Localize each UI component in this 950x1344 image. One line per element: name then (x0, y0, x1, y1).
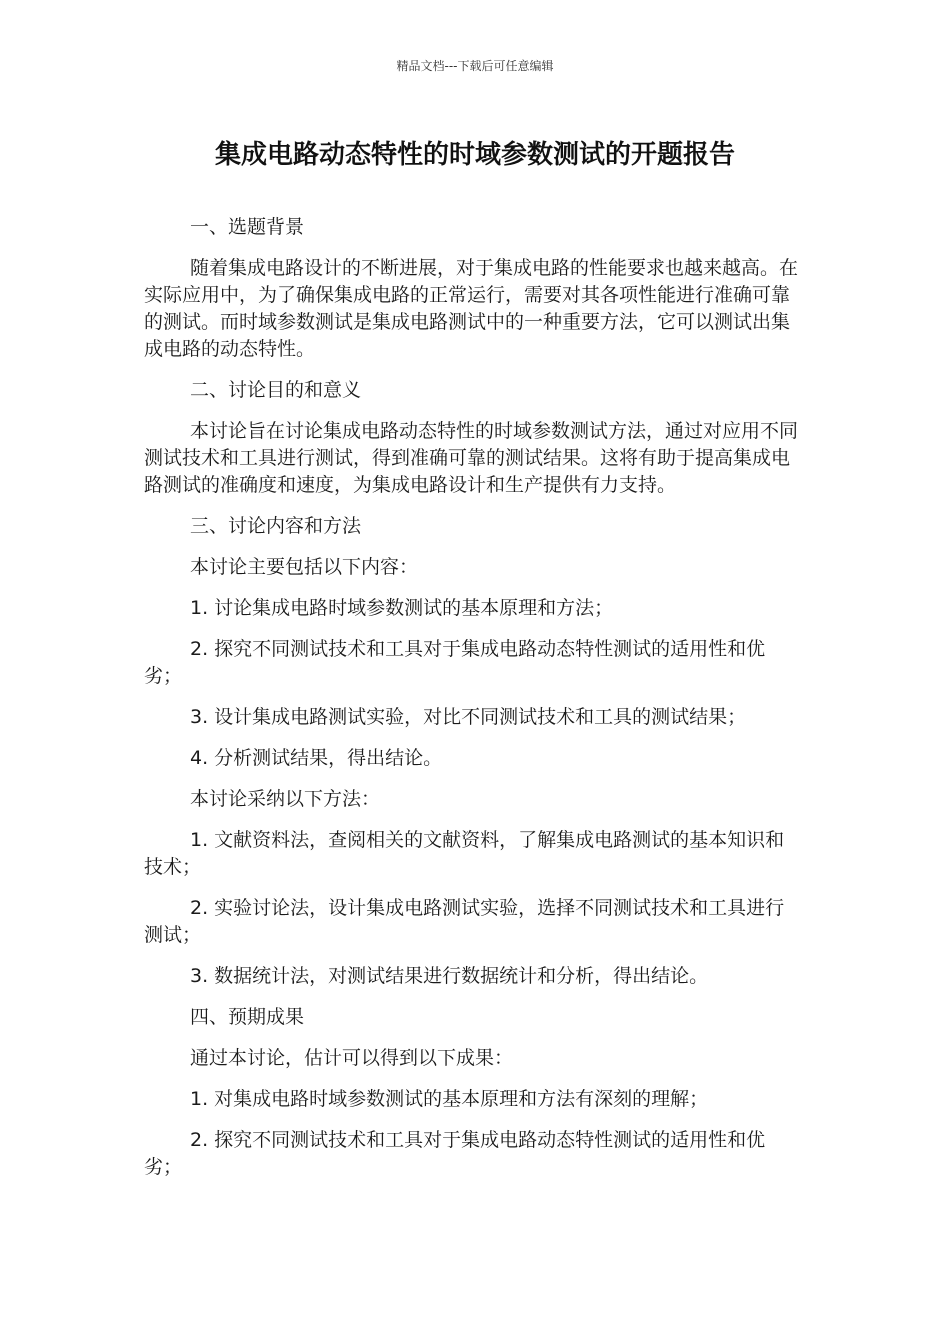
section-heading-content-method: 三、讨论内容和方法 (190, 515, 362, 537)
paragraph-method-intro: 本讨论采纳以下方法： (190, 788, 381, 810)
list-item: 3. 数据统计法，对测试结果进行数据统计和分析，得出结论。 (190, 965, 709, 987)
paragraph-background: 随着集成电路设计的不断进展，对于集成电路的性能要求也越来越高。在实际应用中，为了确保集成电路的正常运行，需要对其各项性能进行准确可靠的测试。而时域参数测试是集成电路测试中的一种重要方法，它可以测试出集成电路的动态特性。 (144, 257, 799, 360)
section-heading-background: 一、选题背景 (190, 216, 305, 238)
list-item: 1. 文献资料法，查阅相关的文献资料，了解集成电路测试的基本知识和技术； (144, 829, 785, 878)
list-item: 4. 分析测试结果，得出结论。 (190, 747, 443, 769)
header-note: 精品文档---下载后可任意编辑 (396, 59, 554, 73)
paragraph-purpose: 本讨论旨在讨论集成电路动态特性的时域参数测试方法，通过对应用不同测试技术和工具进行测试，得到准确可靠的测试结果。这将有助于提高集成电路测试的准确度和速度，为集成电路设计和生产提供有力支持。 (144, 420, 799, 496)
list-item: 2. 实验讨论法，设计集成电路测试实验，选择不同测试技术和工具进行测试； (144, 897, 785, 946)
list-item: 1. 讨论集成电路时域参数测试的基本原理和方法； (190, 597, 614, 619)
section-heading-purpose: 二、讨论目的和意义 (190, 379, 362, 401)
list-item: 3. 设计集成电路测试实验，对比不同测试技术和工具的测试结果； (190, 706, 747, 728)
document-title: 集成电路动态特性的时域参数测试的开题报告 (214, 140, 735, 170)
document-body (144, 214, 800, 1195)
paragraph-outcomes-intro: 通过本讨论，估计可以得到以下成果： (190, 1047, 514, 1069)
list-item: 2. 探究不同测试技术和工具对于集成电路动态特性测试的适用性和优劣； (144, 638, 766, 687)
section-heading-outcomes: 四、预期成果 (190, 1006, 305, 1028)
list-item: 2. 探究不同测试技术和工具对于集成电路动态特性测试的适用性和优劣； (144, 1129, 766, 1178)
paragraph-content-intro: 本讨论主要包括以下内容： (190, 556, 419, 578)
list-item: 1. 对集成电路时域参数测试的基本原理和方法有深刻的理解； (190, 1088, 709, 1110)
